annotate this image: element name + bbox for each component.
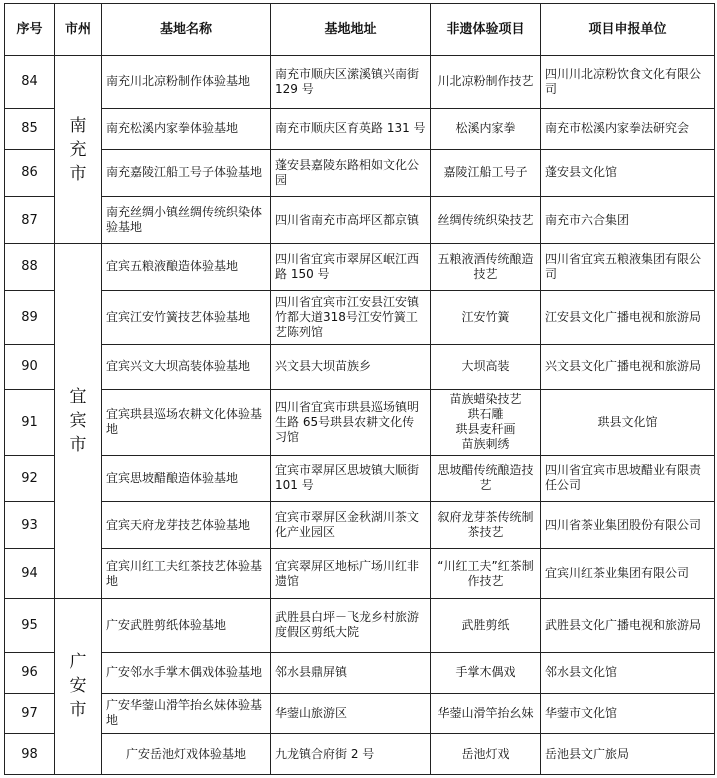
row-name: 宜宾天府龙芽技艺体验基地 xyxy=(102,502,271,549)
row-unit: 四川川北凉粉饮食文化有限公司 xyxy=(541,56,715,109)
row-unit: 江安县文化广播电视和旅游局 xyxy=(541,290,715,344)
row-seq: 97 xyxy=(5,693,55,734)
row-address: 四川省南充市高坪区都京镇 xyxy=(271,197,431,244)
heritage-base-table xyxy=(4,3,715,775)
header-row xyxy=(5,4,715,56)
table-row xyxy=(5,244,715,291)
project-line: 珙县麦秆画 xyxy=(455,422,516,437)
row-name: 南充丝绸小镇丝绸传统织染体验基地 xyxy=(102,197,271,244)
row-seq: 89 xyxy=(5,290,55,344)
row-unit: 南充市松溪内家拳法研究会 xyxy=(541,108,715,149)
row-seq: 93 xyxy=(5,502,55,549)
project-line: 珙石雕 xyxy=(467,407,504,422)
header-project: 非遗体验项目 xyxy=(431,4,541,56)
row-address: 蓬安县嘉陵东路相如文化公园 xyxy=(271,149,431,197)
row-project: 丝绸传统织染技艺 xyxy=(431,197,541,244)
row-project: 武胜剪纸 xyxy=(431,598,541,652)
row-unit: 四川省宜宾五粮液集团有限公司 xyxy=(541,244,715,291)
table-row xyxy=(5,290,715,344)
row-address: 四川省宜宾市翠屏区岷江西路 150 号 xyxy=(271,244,431,291)
row-address: 南充市顺庆区育英路 131 号 xyxy=(271,108,431,149)
row-seq: 92 xyxy=(5,455,55,502)
row-seq: 90 xyxy=(5,344,55,389)
row-name: 广安岳池灯戏体验基地 xyxy=(102,734,271,775)
city-cell-guangan: 广安市 xyxy=(55,598,102,774)
row-project: 五粮液酒传统酿造技艺 xyxy=(431,244,541,291)
city-cell-nanchong: 南充市 xyxy=(55,56,102,244)
row-project: 川北凉粉制作技艺 xyxy=(431,56,541,109)
row-seq: 96 xyxy=(5,652,55,693)
row-name: 宜宾珙县巡场农耕文化体验基地 xyxy=(102,389,271,455)
row-project: 思坡醋传统酿造技艺 xyxy=(431,455,541,502)
row-seq: 84 xyxy=(5,56,55,109)
row-project: 嘉陵江船工号子 xyxy=(431,149,541,197)
header-city: 市州 xyxy=(55,4,102,56)
row-unit: 南充市六合集团 xyxy=(541,197,715,244)
row-unit: 四川省宜宾市思坡醋业有限责任公司 xyxy=(541,455,715,502)
row-project: 手掌木偶戏 xyxy=(431,652,541,693)
row-unit: 岳池县文广旅局 xyxy=(541,734,715,775)
table-row xyxy=(5,549,715,599)
project-line: 苗族蜡染技艺 xyxy=(449,392,522,407)
row-seq: 88 xyxy=(5,244,55,291)
row-address: 华蓥山旅游区 xyxy=(271,693,431,734)
table-row xyxy=(5,344,715,389)
table-row xyxy=(5,389,715,455)
project-line: 苗族刺绣 xyxy=(461,437,510,452)
row-address: 九龙镇合府街 2 号 xyxy=(271,734,431,775)
row-project: 华蓥山滑竿抬幺妹 xyxy=(431,693,541,734)
row-project: 江安竹簧 xyxy=(431,290,541,344)
row-name: 宜宾兴文大坝高装体验基地 xyxy=(102,344,271,389)
table-row xyxy=(5,108,715,149)
row-project: 松溪内家拳 xyxy=(431,108,541,149)
table-row xyxy=(5,652,715,693)
row-unit: 华蓥市文化馆 xyxy=(541,693,715,734)
row-unit: 珙县文化馆 xyxy=(541,389,715,455)
table-row xyxy=(5,734,715,775)
row-project: 大坝高装 xyxy=(431,344,541,389)
row-address: 宜宾市翠屏区思坡镇大顺街 101 号 xyxy=(271,455,431,502)
header-address: 基地地址 xyxy=(271,4,431,56)
table-row xyxy=(5,56,715,109)
row-name: 南充松溪内家拳体验基地 xyxy=(102,108,271,149)
row-unit: 蓬安县文化馆 xyxy=(541,149,715,197)
table-row xyxy=(5,598,715,652)
table-row xyxy=(5,197,715,244)
header-unit: 项目申报单位 xyxy=(541,4,715,56)
row-project: 叙府龙芽茶传统制茶技艺 xyxy=(431,502,541,549)
row-address: 邻水县鼎屏镇 xyxy=(271,652,431,693)
row-name: 南充嘉陵江船工号子体验基地 xyxy=(102,149,271,197)
table-row xyxy=(5,502,715,549)
row-seq: 86 xyxy=(5,149,55,197)
row-seq: 87 xyxy=(5,197,55,244)
row-address: 四川省宜宾市江安县江安镇竹都大道318号江安竹簧工艺陈列馆 xyxy=(271,290,431,344)
header-seq: 序号 xyxy=(5,4,55,56)
row-seq: 85 xyxy=(5,108,55,149)
row-seq: 95 xyxy=(5,598,55,652)
row-name: 南充川北凉粉制作体验基地 xyxy=(102,56,271,109)
table-row xyxy=(5,693,715,734)
row-address: 四川省宜宾市珙县巡场镇明生路 65号珙县农耕文化传习馆 xyxy=(271,389,431,455)
row-seq: 98 xyxy=(5,734,55,775)
header-name: 基地名称 xyxy=(102,4,271,56)
row-unit: 武胜县文化广播电视和旅游局 xyxy=(541,598,715,652)
row-address: 宜宾市翠屏区金秋湖川茶文化产业园区 xyxy=(271,502,431,549)
row-name: 宜宾川红工夫红茶技艺体验基地 xyxy=(102,549,271,599)
row-name: 宜宾思坡醋酿造体验基地 xyxy=(102,455,271,502)
row-seq: 91 xyxy=(5,389,55,455)
table-row xyxy=(5,455,715,502)
row-project: 岳池灯戏 xyxy=(431,734,541,775)
row-name: 广安武胜剪纸体验基地 xyxy=(102,598,271,652)
row-seq: 94 xyxy=(5,549,55,599)
row-name: 宜宾江安竹簧技艺体验基地 xyxy=(102,290,271,344)
row-name: 广安邻水手掌木偶戏体验基地 xyxy=(102,652,271,693)
row-project-list xyxy=(431,389,541,455)
table-row xyxy=(5,149,715,197)
row-address: 南充市顺庆区潆溪镇兴南街 129 号 xyxy=(271,56,431,109)
row-name: 宜宾五粮液酿造体验基地 xyxy=(102,244,271,291)
row-unit: 兴文县文化广播电视和旅游局 xyxy=(541,344,715,389)
row-unit: 宜宾川红茶业集团有限公司 xyxy=(541,549,715,599)
row-address: 兴文县大坝苗族乡 xyxy=(271,344,431,389)
row-address: 宜宾翠屏区地标广场川红非遗馆 xyxy=(271,549,431,599)
row-unit: 邻水县文化馆 xyxy=(541,652,715,693)
row-project: “川红工夫”红茶制作技艺 xyxy=(431,549,541,599)
row-unit: 四川省茶业集团股份有限公司 xyxy=(541,502,715,549)
row-name: 广安华蓥山滑竿抬幺妹体验基地 xyxy=(102,693,271,734)
city-cell-yibin: 宜宾市 xyxy=(55,244,102,599)
row-address: 武胜县白坪－飞龙乡村旅游度假区剪纸大院 xyxy=(271,598,431,652)
